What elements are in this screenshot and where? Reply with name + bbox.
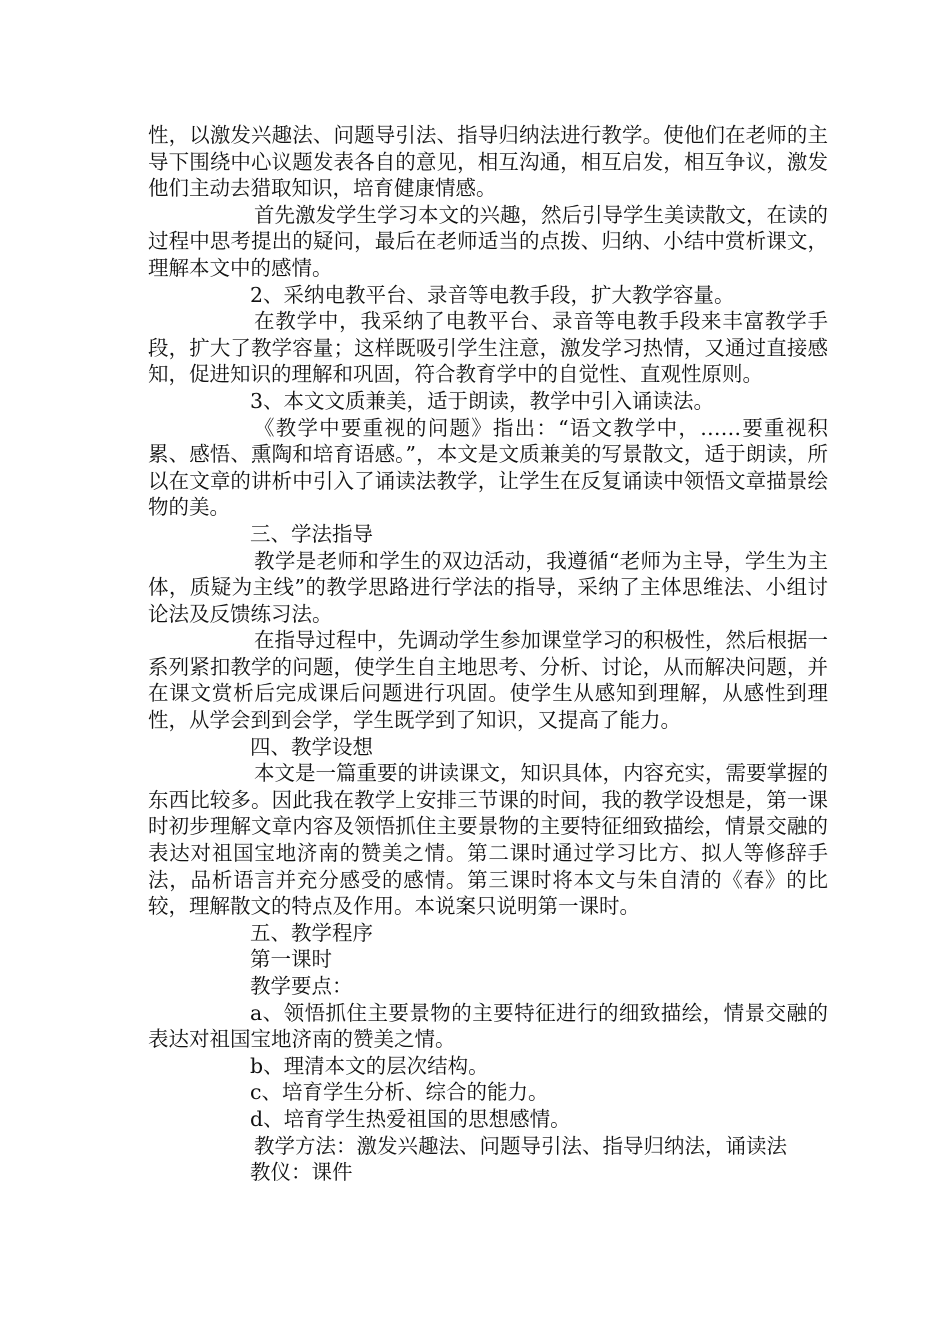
paragraph-reading-method: 首先激发学生学习本文的兴趣，然后引导学生美读散文，在读的过程中思考提出的疑问，最后在老师适当的点拨、归纳、小结中赏析课文，理解本文中的感情。 [148,202,828,280]
paragraph-multimedia: 在教学中，我采纳了电教平台、录音等电教手段来丰富教学手段，扩大了教学容量；这样既吸引学生注意，激发学习热情，又通过直接感知，促进知识的理解和巩固，符合教育学中的自觉性、直观性原则。 [148,309,828,387]
teaching-point-d: d、培育学生热爱祖国的思想感情。 [250,1106,571,1131]
lesson-1-heading: 第一课时 [250,947,332,972]
paragraph-guidance-process: 在指导过程中，先调动学生参加课堂学习的积极性，然后根据一系列紧扣教学的问题，使学生自主地思考、分析、讨论，从而解决问题，并在课文赏析后完成课后问题进行巩固。使学生从感知到理解，从感性到理性，从学会到到会学，学生既学到了知识，又提高了能力。 [148,628,828,733]
section-5-heading: 五、教学程序 [250,920,373,945]
teaching-equipment: 教仪：课件 [250,1160,353,1185]
paragraph-continuation: 性，以激发兴趣法、问题导引法、指导归纳法进行教学。使他们在老师的主导下围绕中心议题发表各自的意见，相互沟通，相互启发，相互争议，激发他们主动去猎取知识，培育健康情感。 [148,123,828,201]
teaching-point-a: a、领悟抓住主要景物的主要特征进行的细致描绘，情景交融的表达对祖国宝地济南的赞美之情。 [148,1000,828,1052]
section-3-heading: 三、学法指导 [250,521,373,546]
teaching-point-c: c、培育学生分析、综合的能力。 [250,1080,549,1105]
point-3-heading: 3、本文文质兼美，适于朗读，教学中引入诵读法。 [250,388,715,413]
point-2-heading: 2、采纳电教平台、录音等电教手段，扩大教学容量。 [250,282,735,307]
teaching-methods: 教学方法：激发兴趣法、问题导引法、指导归纳法，诵读法 [254,1133,787,1158]
teaching-points-label: 教学要点： [250,974,353,998]
paragraph-recitation: 《教学中要重视的问题》指出：“语文教学中，……要重视积累、感悟、熏陶和培育语感。”，本文是文质兼美的写景散文，适于朗读，所以在文章的讲析中引入了诵读法教学，让学生在反复诵读中领悟文章描景绘物的美。 [148,415,828,520]
teaching-point-b: b、理清本文的层次结构。 [250,1053,489,1078]
paragraph-learning-guidance: 教学是老师和学生的双边活动，我遵循“老师为主导，学生为主体，质疑为主线”的教学思路进行学法的指导，采纳了主体思维法、小组讨论法及反馈练习法。 [148,548,828,626]
paragraph-teaching-plan: 本文是一篇重要的讲读课文，知识具体，内容充实，需要掌握的东西比较多。因此我在教学上安排三节课的时间，我的教学设想是，第一课时初步理解文章内容及领悟抓住主要景物的主要特征细致描绘，情景交融的表达对祖国宝地济南的赞美之情。第二课时通过学习比方、拟人等修辞手法，品析语言并充分感受的感情。第三课时将本文与朱自清的《春》的比较，理解散文的特点及作用。本说案只说明第一课时。 [148,761,828,919]
section-4-heading: 四、教学设想 [250,734,373,759]
document-body [148,122,828,1186]
